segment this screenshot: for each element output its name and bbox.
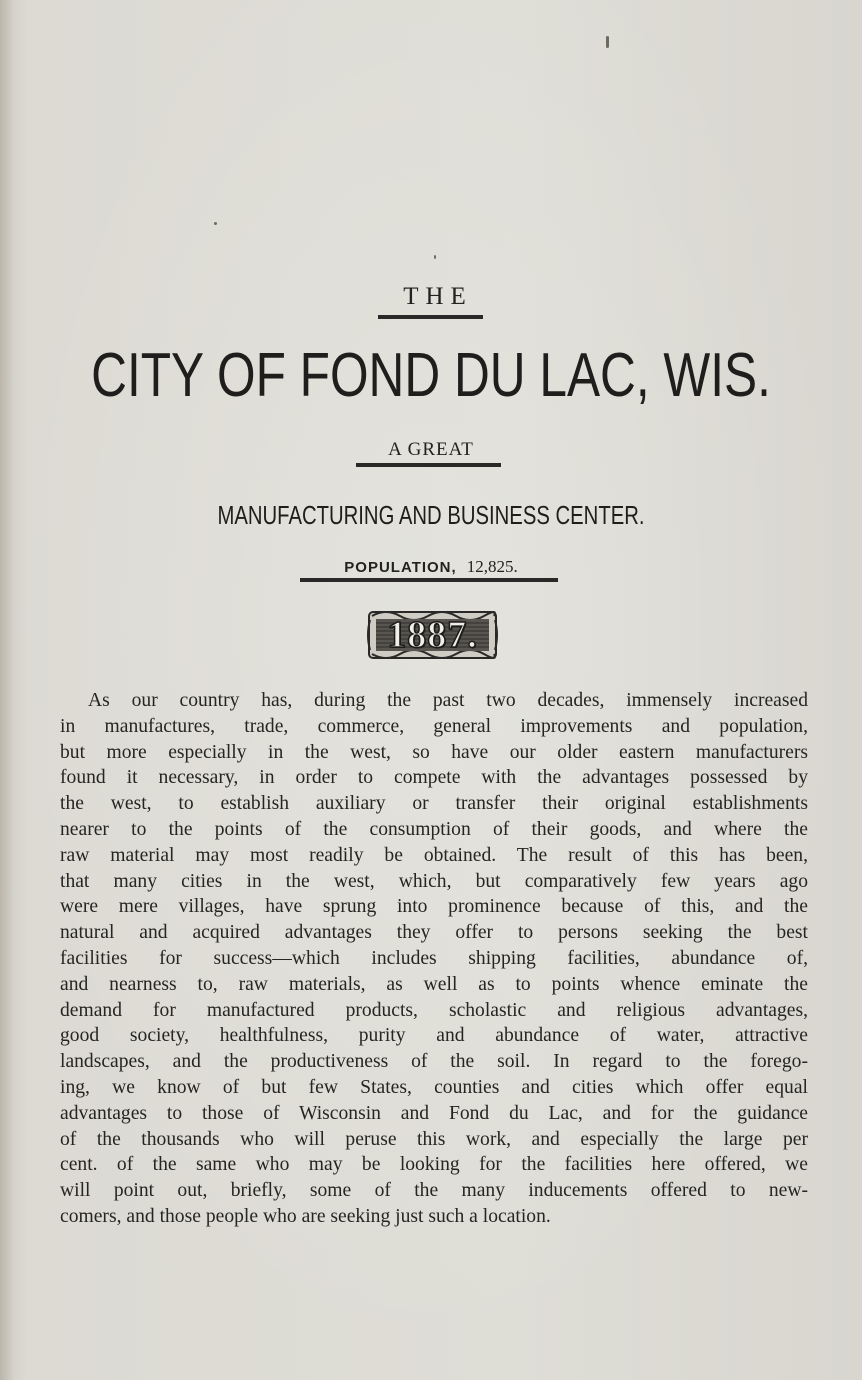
population-label: POPULATION,: [344, 559, 457, 576]
text-line: in manufactures, trade, commerce, general improvements and population,: [60, 715, 808, 737]
rule-under-population: [300, 578, 558, 582]
rule-under-the: [378, 315, 483, 319]
paper-speck: [214, 222, 217, 225]
population-value: 12,825.: [466, 557, 518, 576]
paper-speck: [434, 255, 436, 259]
page-binding-shadow: [0, 0, 14, 1380]
rule-under-a-great: [356, 463, 501, 467]
text-line: found it necessary, in order to compete with the advantages possessed by: [60, 767, 808, 789]
text-line: landscapes, and the productiveness of the soil. In regard to the forego-: [60, 1051, 808, 1073]
text-line: of the thousands who will peruse this work, and especially the large per: [60, 1128, 808, 1150]
population-line: [0, 557, 862, 578]
text-line: cent. of the same who may be looking for the facilities here offered, we: [60, 1154, 808, 1176]
text-line: ing, we know of but few States, counties and cities which offer equal: [60, 1076, 808, 1098]
text-line: but more especially in the west, so have our older eastern manufacturers: [60, 741, 808, 763]
text-line: comers, and those people who are seeking just such a location.: [60, 1205, 551, 1227]
body-paragraph: [60, 688, 808, 1230]
page-subtitle: MANUFACTURING AND BUSINESS CENTER.: [217, 500, 645, 530]
text-line: natural and acquired advantages they offer to persons seeking the best: [60, 922, 808, 944]
text-line: good society, healthfulness, purity and abundance of water, attractive: [60, 1025, 808, 1047]
text-line: raw material may most readily be obtained. The result of this has been,: [60, 844, 808, 866]
text-line: facilities for success—which includes shipping facilities, abundance of,: [60, 947, 808, 969]
text-line: the west, to establish auxiliary or transfer their original establishments: [60, 793, 808, 815]
heading-a-great: A GREAT: [388, 439, 474, 460]
text-line: were mere villages, have sprung into prominence because of this, and the: [60, 896, 808, 918]
text-line: will point out, briefly, some of the many inducements offered to new-: [60, 1180, 808, 1202]
text-line: and nearness to, raw materials, as well as to points whence eminate the: [60, 973, 808, 995]
heading-the: THE: [403, 283, 473, 310]
year-ornament: [366, 606, 499, 664]
page-title: CITY OF FOND DU LAC, WIS.: [91, 341, 771, 410]
text-line: nearer to the points of the consumption of their goods, and where the: [60, 818, 808, 840]
paper-speck: [606, 36, 609, 48]
text-line: that many cities in the west, which, but comparatively few years ago: [60, 870, 808, 892]
text-line: advantages to those of Wisconsin and Fond du Lac, and for the guidance: [60, 1102, 808, 1124]
text-line: demand for manufactured products, scholastic and religious advantages,: [60, 999, 808, 1021]
text-line: As our country has, during the past two decades, immensely increased: [88, 690, 808, 711]
year-text: 1887.: [387, 614, 478, 656]
